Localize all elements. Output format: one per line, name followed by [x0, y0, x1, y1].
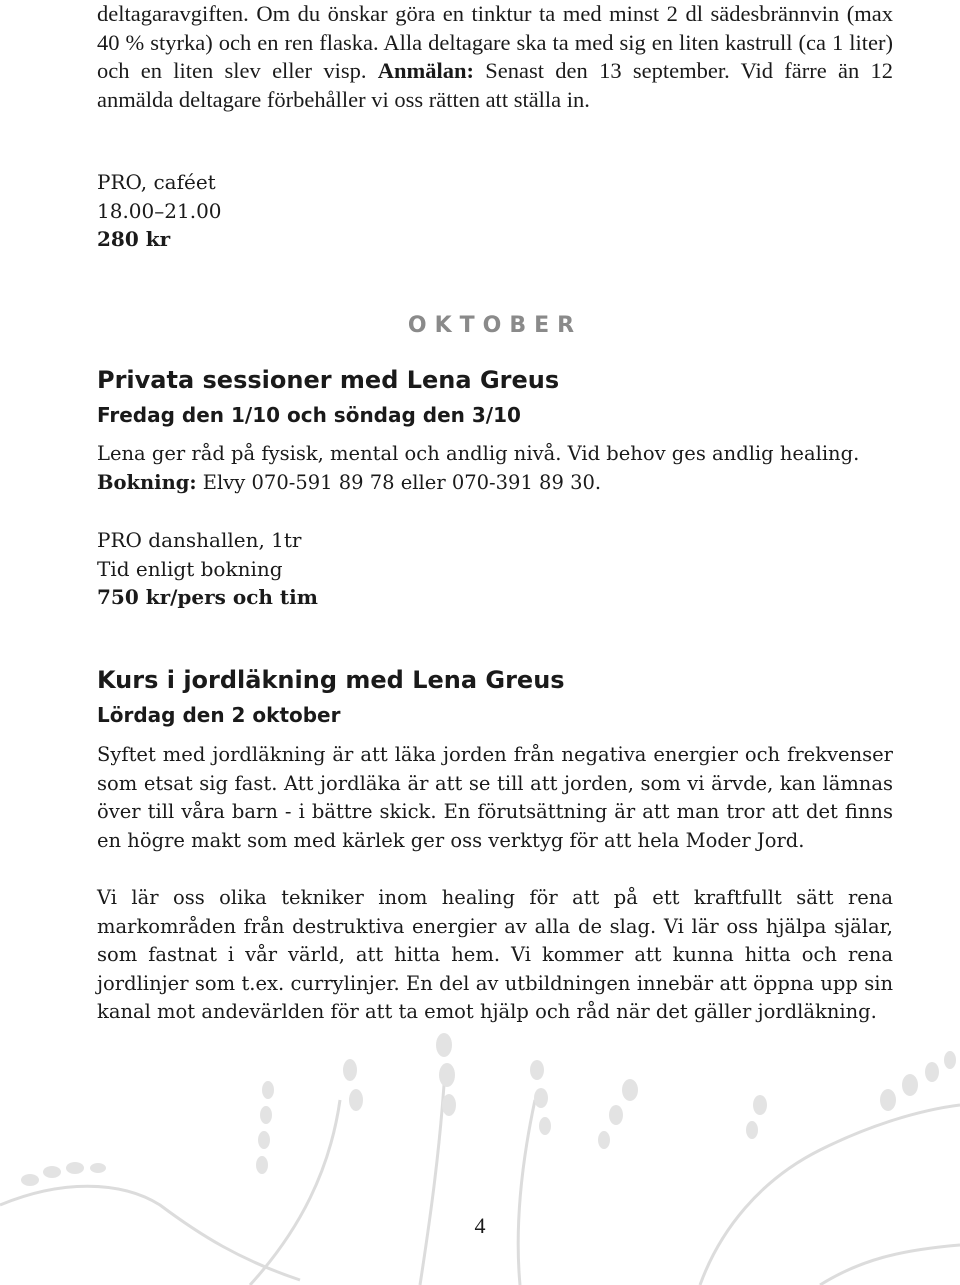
- event-details-cafe: [97, 168, 222, 254]
- intro-paragraph: [97, 0, 893, 114]
- event-time: Tid enligt bokning: [97, 556, 283, 581]
- month-heading: OKTOBER: [407, 313, 583, 338]
- event-description-earth-healing-2: [97, 884, 893, 1027]
- booking-label: Bokning:: [97, 470, 197, 494]
- paragraph-2: Vi lär oss olika tekniker inom healing för att på ett kraftfullt sätt rena markområden från destruktiva energier av alla de slag. Vi lär oss hjälpa själar, som fastnat i vår värld, att hitta hem. Vi kommer att kunna hitta och rena jordlinjer som t.ex. currylinjer. En del av utbildningen innebär att öppna upp sin kanal mot andevärlden för att ta emot hjälp och råd när det gäller jordläkning.: [97, 886, 893, 1023]
- signup-label: Anmälan:: [377, 58, 474, 83]
- event-details-danshallen: [97, 526, 318, 612]
- event-place: PRO danshallen, 1tr: [97, 528, 302, 552]
- event-place: PRO, caféet: [97, 170, 216, 194]
- event-time: 18.00–21.00: [97, 198, 222, 223]
- event-description-private-sessions: [97, 440, 893, 497]
- event-price: 280 kr: [97, 227, 171, 251]
- floral-ornament: [0, 1030, 960, 1285]
- booking-text: Elvy 070-591 89 78 eller 070-391 89 30.: [196, 470, 602, 494]
- intro-text: deltagaravgiften. Om du önskar göra en tinktur ta med minst 2 dl sädesbrännvin (max 40 % styrka) och en ren flaska. Alla deltagare ska ta med sig en liten kastrull (ca 1 liter) och en liten slev eller visp.: [97, 1, 893, 83]
- booking-line: [97, 469, 893, 498]
- event-price: 750 kr/pers och tim: [97, 585, 318, 609]
- paragraph-1: Syftet med jordläkning är att läka jorden från negativa energier och frekvenser som etsat sig fast. Att jordläka är att se till att jorden, som vi ärvde, kan lämnas över till våra barn - i bättre skick. En förutsättning är att man tror att det finns en högre makt som med kärlek ger oss verktyg för att hela Moder Jord.: [97, 743, 893, 852]
- event-date-private-sessions: Fredag den 1/10 och söndag den 3/10: [97, 403, 521, 427]
- event-title-private-sessions: Privata sessioner med Lena Greus: [97, 366, 560, 394]
- signup-text: Senast den 13 september. Vid färre än 12 anmälda deltagare förbehåller vi oss rätten att ställa in.: [97, 58, 893, 112]
- intro-section: [97, 0, 893, 114]
- event-description-earth-healing: [97, 741, 893, 855]
- page-number: 4: [474, 1213, 486, 1238]
- event-title-earth-healing: Kurs i jordläkning med Lena Greus: [97, 666, 565, 694]
- description-line: Lena ger råd på fysisk, mental och andlig nivå. Vid behov ges andlig healing.: [97, 442, 860, 465]
- event-date-earth-healing: Lördag den 2 oktober: [97, 703, 341, 727]
